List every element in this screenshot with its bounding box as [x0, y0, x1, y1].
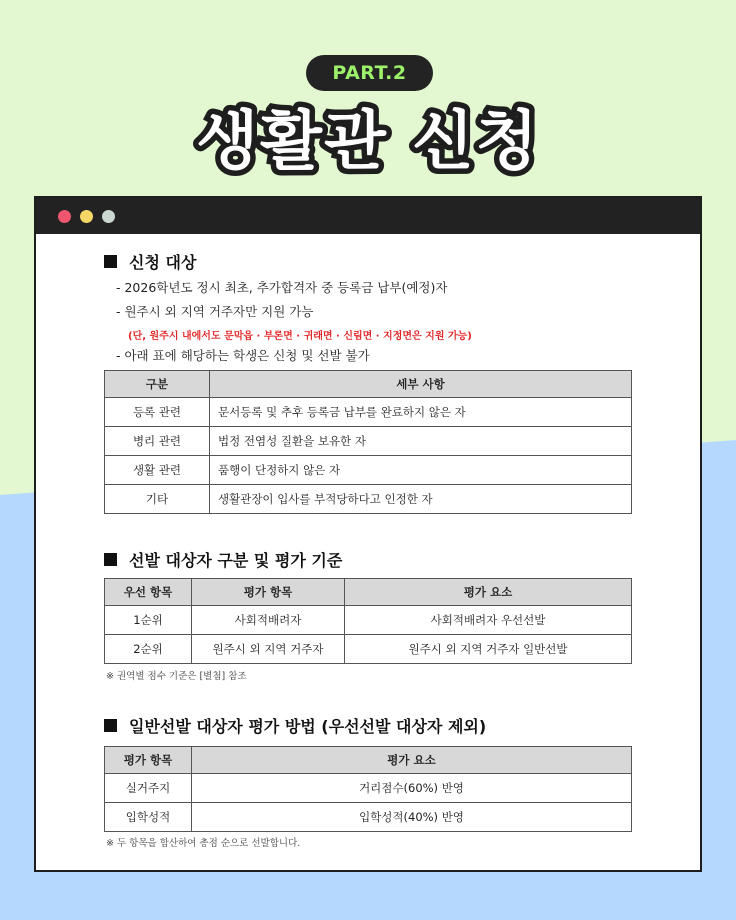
table-row: [105, 427, 632, 456]
table-cell: 실거주지: [105, 774, 192, 803]
table-cell: 병리 관련: [105, 427, 210, 456]
table-row: [105, 398, 632, 427]
selection-criteria-table: [104, 578, 632, 664]
table-cell: 입학성적(40%) 반영: [192, 803, 632, 832]
table-header: 우선 항목: [105, 579, 192, 606]
table-cell: 등록 관련: [105, 398, 210, 427]
table-cell: 법정 전염성 질환을 보유한 자: [210, 427, 632, 456]
eligibility-line: - 원주시 외 지역 거주자만 지원 가능: [116, 304, 314, 319]
table-header-row: [105, 747, 632, 774]
table-row: [105, 635, 632, 664]
yellow-dot-icon: [80, 210, 93, 223]
table-header: 구분: [105, 371, 210, 398]
table-cell: 기타: [105, 485, 210, 514]
table-cell: 생활 관련: [105, 456, 210, 485]
table-header: 평가 요소: [345, 579, 632, 606]
table-cell: 생활관장이 입사를 부적당하다고 인정한 자: [210, 485, 632, 514]
footnote: ※ 두 항목을 합산하여 총점 순으로 선발합니다.: [106, 838, 301, 849]
table-header: 평가 항목: [192, 579, 345, 606]
ineligible-table: [104, 370, 632, 514]
table-row: [105, 606, 632, 635]
table-row: [105, 803, 632, 832]
eligibility-line: - 2026학년도 정시 최초, 추가합격자 중 등록금 납부(예정)자: [116, 280, 448, 295]
table-header: 세부 사항: [210, 371, 632, 398]
table-header: 평가 항목: [105, 747, 192, 774]
red-dot-icon: [58, 210, 71, 223]
gray-dot-icon: [102, 210, 115, 223]
table-row: [105, 774, 632, 803]
table-header-row: [105, 579, 632, 606]
table-cell: 문서등록 및 추후 등록금 납부를 완료하지 않은 자: [210, 398, 632, 427]
table-cell: 2순위: [105, 635, 192, 664]
table-header-row: [105, 371, 632, 398]
table-header: 평가 요소: [192, 747, 632, 774]
table-cell: 품행이 단정하지 않은 자: [210, 456, 632, 485]
table-cell: 입학성적: [105, 803, 192, 832]
table-cell: 거리점수(60%) 반영: [192, 774, 632, 803]
table-row: [105, 456, 632, 485]
table-row: [105, 485, 632, 514]
table-cell: 사회적배려자: [192, 606, 345, 635]
square-bullet-icon: [104, 255, 117, 268]
exception-note: (단, 원주시 내에서도 문막읍 · 부론면 · 귀래면 · 신림면 · 지정면은 지원 가능): [128, 331, 472, 342]
eligibility-line: - 아래 표에 해당하는 학생은 신청 및 선발 불가: [116, 348, 370, 363]
window-titlebar: [36, 198, 700, 234]
footnote: ※ 권역별 점수 기준은 [별첨] 참조: [106, 671, 247, 682]
table-cell: 1순위: [105, 606, 192, 635]
table-cell: 사회적배려자 우선선발: [345, 606, 632, 635]
page-title: 생활관 신청: [196, 105, 540, 179]
evaluation-method-table: [104, 746, 632, 832]
section-heading-1: 신청 대상: [104, 250, 196, 273]
table-cell: 원주시 외 지역 거주자 일반선발: [345, 635, 632, 664]
square-bullet-icon: [104, 553, 117, 566]
square-bullet-icon: [104, 719, 117, 732]
table-cell: 원주시 외 지역 거주자: [192, 635, 345, 664]
section-heading-3: 일반선발 대상자 평가 방법 (우선선발 대상자 제외): [104, 714, 486, 737]
section-heading-2: 선발 대상자 구분 및 평가 기준: [104, 548, 342, 571]
document-window: [34, 196, 702, 872]
part-badge: PART.2: [306, 55, 433, 91]
